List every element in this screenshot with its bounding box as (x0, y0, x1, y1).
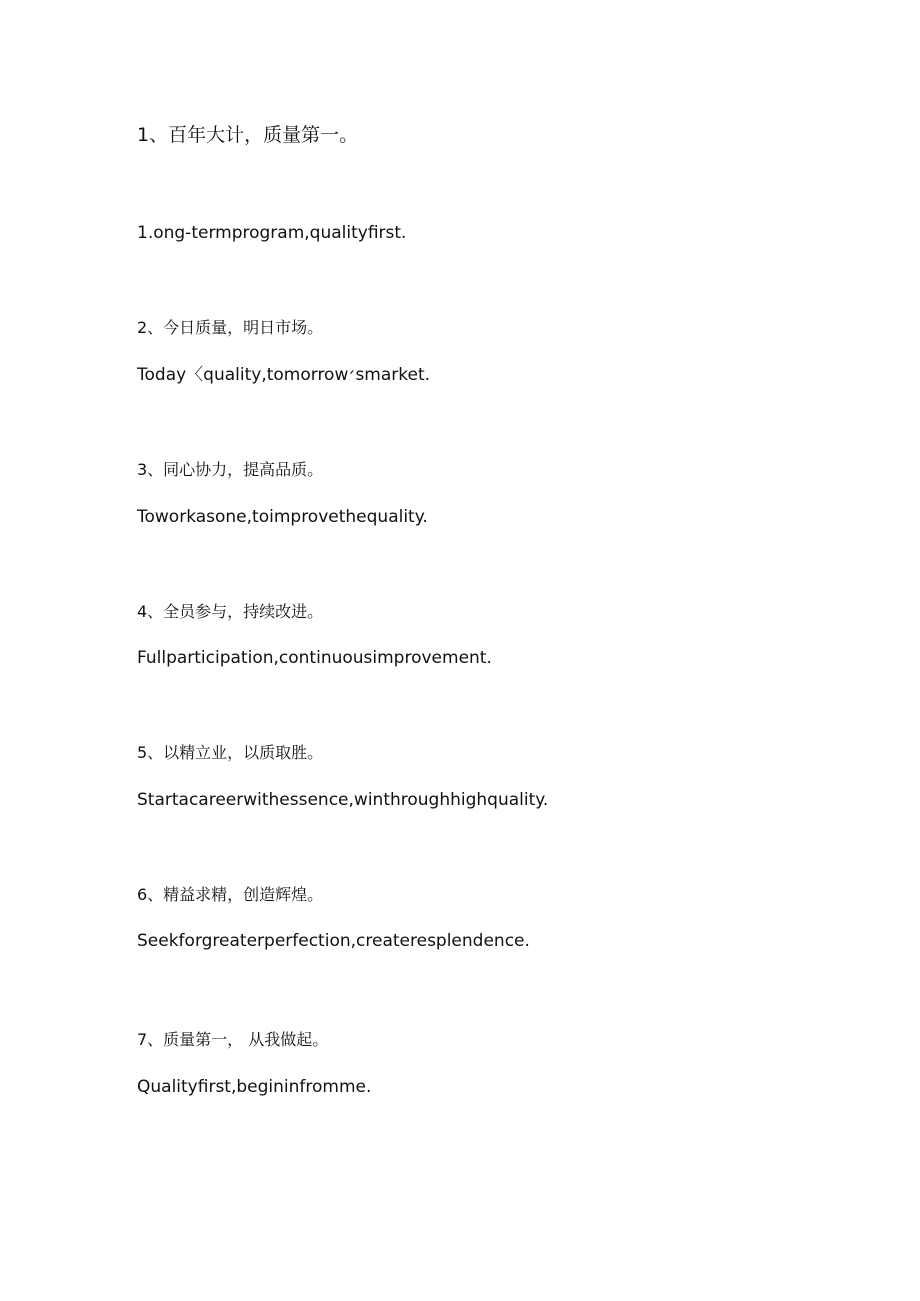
slogan-3-chinese: 3、同心协力，提高品质。 (137, 460, 324, 479)
slogan-5-chinese: 5、以精立业，以质取胜。 (137, 743, 324, 762)
slogan-7-english: Qualityfirst,begininfromme. (137, 1077, 372, 1097)
slogan-3-english: Toworkasone,toimprovethequality. (137, 507, 428, 527)
slogan-6-chinese: 6、精益求精，创造辉煌。 (137, 885, 324, 904)
slogan-1-chinese: 1、百年大计，质量第一。 (137, 124, 359, 146)
slogan-1-english: 1.ong-termprogram,qualityfirst. (137, 223, 407, 243)
slogan-2-chinese: 2、今日质量，明日市场。 (137, 318, 324, 337)
slogan-7-chinese: 7、质量第一， 从我做起。 (137, 1030, 329, 1049)
slogan-5-english: Startacareerwithessence,winthroughhighquality. (137, 790, 549, 810)
slogan-4-chinese: 4、全员参与，持续改进。 (137, 602, 324, 621)
slogan-6-english: Seekforgreaterperfection,createresplendence. (137, 931, 530, 951)
slogan-2-english: Today〈quality,tomorrow׳smarket. (137, 365, 431, 385)
slogan-4-english: Fullparticipation,continuousimprovement. (137, 648, 492, 668)
